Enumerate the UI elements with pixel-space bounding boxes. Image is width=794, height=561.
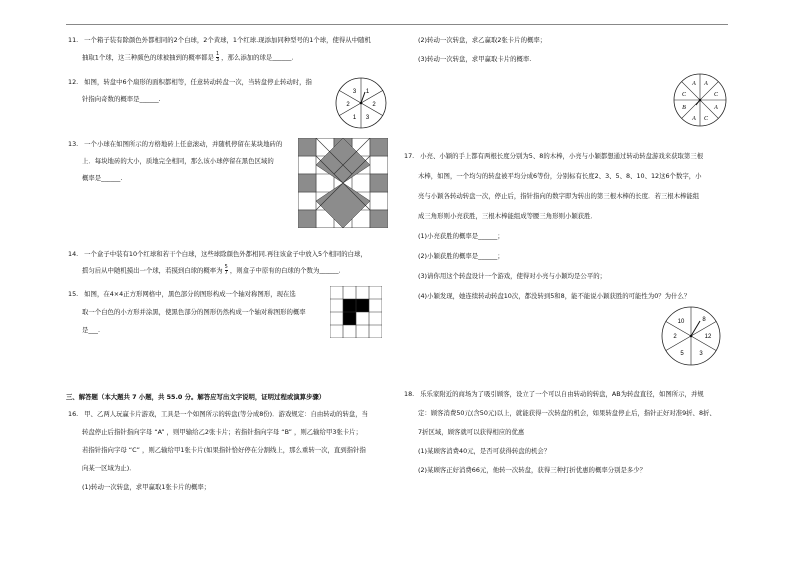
- grid-4x4-figure: [330, 286, 382, 338]
- question-text: 是___.: [82, 326, 101, 334]
- spinner-label: 10: [677, 319, 685, 325]
- question-text: 一个箱子装有除颜色外都相同的2个白球，2个黄球，1个红球.现添加同种型号的1个球，使得从中随机: [84, 36, 371, 44]
- question-text: 摇匀后从中随机摸出一个球，若摸到白球的概率为: [82, 266, 223, 275]
- question-13: [68, 140, 282, 183]
- sub-question: (2)小颖获胜的概率是______；: [418, 252, 504, 260]
- sub-question: (3)转动一次转盘，求甲赢取卡片的概率.: [418, 55, 532, 63]
- spinner-label: A: [714, 105, 718, 111]
- spinner-label: 3: [352, 89, 357, 95]
- spinner-label: A: [704, 81, 708, 87]
- question-text: ，则盒子中原有的白球的个数为______.: [229, 266, 341, 275]
- question-text: 如图，转盘中6个扇形的面积都相等，任意转动转盘一次，当转盘停止转动时，指: [84, 78, 312, 86]
- spinner-label: 3: [699, 351, 703, 357]
- spinner-label: A: [692, 81, 696, 87]
- sub-question: (4)小颖发现，她连续转动转盘10次，都没转到5和8，能不能说小颖获胜的可能性为0？为什么？: [418, 292, 691, 300]
- question-text: 木棒，如图，一个均匀的转盘被平均分成6等份，分别标有长度2、3、5、8、10、12这6个数字，小: [418, 172, 702, 180]
- question-11: [68, 36, 371, 63]
- question-18: [404, 390, 716, 475]
- top-rule: [66, 24, 728, 25]
- question-text: 针指向奇数的概率是______.: [82, 95, 161, 103]
- spinner-6-figure: [334, 76, 388, 130]
- question-number: 12.: [68, 78, 79, 86]
- question-17: [404, 152, 703, 301]
- question-text: 取一个白色的小方形并涂黑，使黑色部分的图形仍然构成一个轴对称图形的概率: [82, 308, 306, 316]
- fraction-denominator: 3: [215, 57, 220, 63]
- fraction-denominator: 7: [224, 270, 228, 276]
- sub-question: (1)某顾客消费40元，是否可获得转盘的机会？: [418, 447, 551, 455]
- question-text: 上．每块地砖的大小，质地完全相同，那么该小球停留在黑色区域的: [82, 157, 274, 165]
- spinner-label: 2: [346, 102, 350, 108]
- question-12: [68, 78, 312, 104]
- question-text: 乐乐家附近的商场为了吸引顾客，设立了一个可以自由转动的转盘，AB为转盘直径，如图所示，并规: [420, 390, 704, 398]
- spinner-label: C: [681, 92, 687, 98]
- spinner-lengths-figure: [660, 305, 722, 367]
- spinner-label: C: [713, 92, 719, 98]
- question-text: 亮与小颖各转动转盘一次，停止后，指针指向的数字即为转出的第三根木棒的长度．若三根木棒能组: [418, 192, 700, 200]
- question-15: [68, 290, 306, 335]
- fraction-numerator: 5: [224, 264, 228, 270]
- question-text: ，那么添加的球是______.: [221, 53, 294, 62]
- question-text: 定：顾客消费50元(含50元)以上，就能获得一次转盘的机会，如果转盘停止后，指针正好对准9折、8折、: [418, 409, 716, 417]
- sub-question: (1)小亮获胜的概率是______；: [418, 232, 504, 240]
- question-text: 甲、乙两人玩赢卡片游戏，工具是一个如图所示的转盘(等分成8份)．游戏规定：自由转动的转盘，当: [84, 410, 369, 418]
- spinner-label: 3: [365, 115, 370, 121]
- question-text: 成三角形则小亮获胜，三根木棒能组成等腰三角形则小颖获胜．: [418, 212, 597, 220]
- question-text: 一个盒子中装有10个红球和若干个白球，这些球除颜色外都相同.再往该盒子中放入5个相同的白球，: [84, 250, 367, 258]
- sub-question: (2)转动一次转盘，求乙赢取2张卡片的概率；: [418, 36, 547, 44]
- sub-question: (3)请你用这个转盘设计一个游戏，使得对小亮与小颖均是公平的；: [418, 272, 606, 280]
- question-number: 11.: [68, 36, 79, 44]
- fraction: [216, 52, 219, 63]
- question-number: 17.: [404, 152, 415, 160]
- question-text: 向某一区域为止)．: [82, 464, 136, 472]
- spinner-label: 8: [702, 317, 706, 323]
- question-text: 转盘停止后指针指向字母 “A” ，则甲输给乙2张卡片；若指针指向字母 “B” ，则乙输给甲3张卡片；: [82, 428, 362, 436]
- question-text: 如图，在4×4正方形网格中，黑色部分的图形构成一个轴对称图形，现在选: [84, 290, 296, 298]
- spinner-label: 12: [704, 334, 712, 340]
- spinner-label: 1: [352, 115, 357, 121]
- question-number: 13.: [68, 140, 79, 148]
- question-16-continued: [418, 36, 546, 64]
- fraction-numerator: 1: [215, 51, 220, 57]
- question-number: 14.: [68, 250, 79, 258]
- spinner-label: A: [692, 116, 696, 122]
- question-number: 16.: [68, 410, 79, 418]
- question-number: 15.: [68, 290, 79, 298]
- question-14: [68, 250, 367, 276]
- spinner-label: 2: [673, 334, 677, 340]
- spinner-label: 5: [680, 351, 684, 357]
- spinner-label: 1: [365, 89, 370, 95]
- sub-question: (1)转动一次转盘，求甲赢取1张卡片的概率；: [82, 483, 211, 491]
- sub-question: (2)某顾客正好消费66元，他转一次转盘，获得三种打折优惠的概率分别是多少？: [418, 466, 647, 474]
- question-text: 概率是______.: [82, 174, 123, 182]
- question-16: [68, 410, 368, 492]
- question-text: 一个小球在如图所示的方格地砖上任意滚动，并随机停留在某块地砖的: [84, 140, 283, 148]
- spinner-label: C: [703, 116, 709, 122]
- question-text: 7折区域，顾客就可以获得相应的优惠: [418, 428, 525, 436]
- fraction: [225, 265, 228, 276]
- section-heading: 三、解答题（本大题共 7 小题，共 55.0 分。解答应写出文字说明，证明过程或演算步骤）: [66, 393, 326, 401]
- question-text: 小亮、小颖的手上都有两根长度分别为5、8的木棒，小亮与小颖都想通过转动转盘游戏来获取第三根: [420, 152, 704, 160]
- spinner-8-figure: [672, 72, 728, 128]
- question-text: 若指针指向字母 “C” ，则乙输给甲1张卡片(如果指针恰好停在分割线上，那么重转一次，直到指针指: [82, 446, 366, 454]
- spinner-label: 2: [372, 102, 376, 108]
- spinner-label: B: [682, 105, 686, 111]
- question-text: 抽取1个球，这三种颜色的球被抽到的概率都是: [82, 53, 214, 62]
- tile-floor-figure: [298, 138, 388, 228]
- question-number: 18.: [404, 390, 415, 398]
